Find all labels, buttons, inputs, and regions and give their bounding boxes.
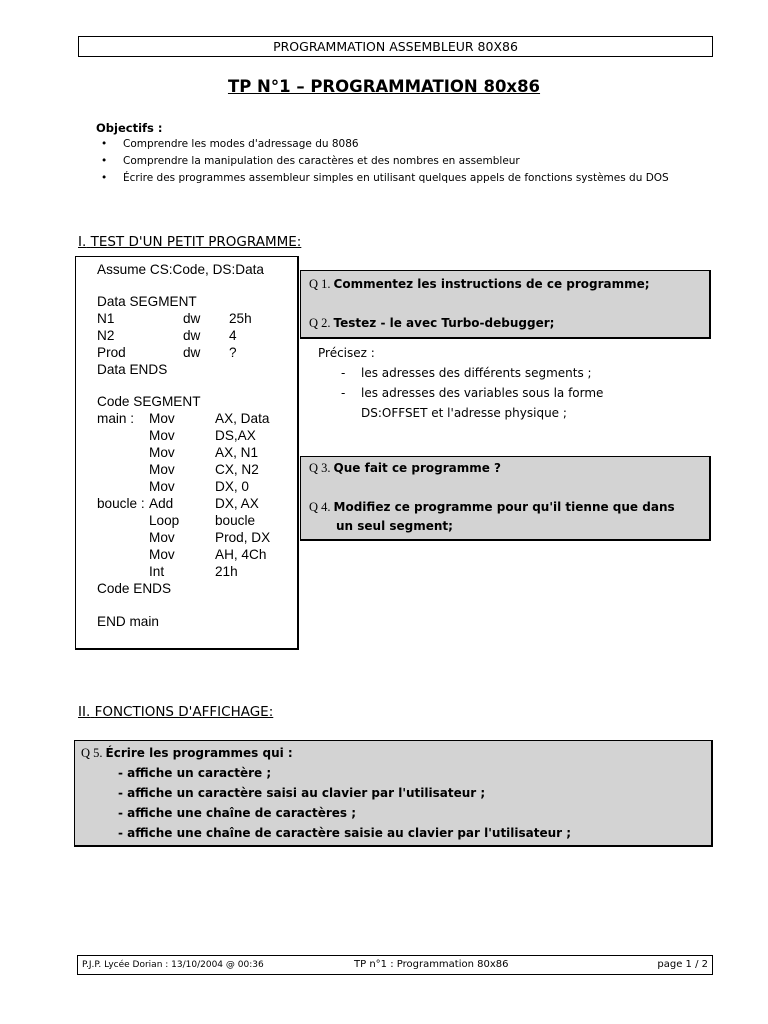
code-label: N2 xyxy=(97,328,115,343)
question-box-q3-q4 xyxy=(300,456,711,541)
dash-bullet: - xyxy=(341,386,346,400)
question-number: Q 2. xyxy=(309,316,331,330)
code-operand: AX, N1 xyxy=(215,445,259,460)
code-instruction: Mov xyxy=(149,462,175,477)
section-1-title: TEST D'UN PETIT PROGRAMME: xyxy=(90,234,302,250)
question-number: Q 3. xyxy=(309,461,331,475)
question-text: Que fait ce programme ? xyxy=(333,461,502,475)
dash-bullet: - xyxy=(341,366,346,380)
code-operand: 21h xyxy=(215,564,238,579)
code-label: Data SEGMENT xyxy=(97,294,197,309)
code-listing xyxy=(75,256,299,650)
code-instruction: Mov xyxy=(149,530,175,545)
footer-title: TP n°1 : Programmation 80x86 xyxy=(354,959,509,970)
code-label: boucle : xyxy=(97,496,145,511)
code-operand: AX, Data xyxy=(215,411,270,426)
code-label: Code SEGMENT xyxy=(97,394,201,409)
footer-author-date: P.J.P. Lycée Dorian : 13/10/2004 @ 00:36 xyxy=(82,960,264,970)
question-number: Q 1. xyxy=(309,277,331,291)
precisez-item: les adresses des variables sous la forme xyxy=(361,386,604,400)
question-text: Modifiez ce programme pour qu'il tienne que dans xyxy=(333,500,675,514)
code-instruction: Int xyxy=(149,564,165,579)
footer-page-number: page 1 / 2 xyxy=(657,959,708,970)
section-1-number: I. xyxy=(78,234,87,250)
question-q4 xyxy=(309,500,675,515)
q5-item: - affiche une chaîne de caractère saisie au clavier par l'utilisateur ; xyxy=(118,826,572,840)
code-operand: CX, N2 xyxy=(215,462,259,477)
precisez-label: Précisez : xyxy=(318,346,375,360)
q5-item: - affiche un caractère saisi au clavier par l'utilisateur ; xyxy=(118,786,486,800)
code-instruction: Mov xyxy=(149,428,175,443)
code-operand: ? xyxy=(229,345,237,360)
q5-item: - affiche un caractère ; xyxy=(118,766,272,780)
objectives-title: Objectifs : xyxy=(96,121,163,135)
q5-item: - affiche une chaîne de caractères ; xyxy=(118,806,357,820)
code-label: Assume CS:Code, DS:Data xyxy=(97,262,264,277)
question-text: Commentez les instructions de ce programme; xyxy=(333,277,650,291)
page-footer xyxy=(77,955,713,975)
code-instruction: Add xyxy=(149,496,174,511)
question-box-q1-q2 xyxy=(300,270,711,339)
document-title: TP N°1 – PROGRAMMATION 80x86 xyxy=(227,77,541,96)
code-instruction: Loop xyxy=(149,513,180,528)
objectives-list xyxy=(101,136,669,187)
code-label: Code ENDS xyxy=(97,581,172,596)
code-operand: AH, 4Ch xyxy=(215,547,267,562)
page-header xyxy=(78,36,713,57)
code-directive: dw xyxy=(183,345,201,360)
section-2-number: II. xyxy=(78,704,91,720)
question-q5 xyxy=(81,746,293,761)
code-label: Prod xyxy=(97,345,126,360)
section-1-heading xyxy=(78,234,301,250)
code-label: Data ENDS xyxy=(97,362,168,377)
code-operand: 25h xyxy=(229,311,252,326)
code-label: END main xyxy=(97,614,159,629)
header-title: PROGRAMMATION ASSEMBLEUR 80X86 xyxy=(273,39,518,54)
question-q4-continuation: un seul segment; xyxy=(336,519,453,533)
code-instruction: Mov xyxy=(149,547,175,562)
code-operand: DX, 0 xyxy=(215,479,249,494)
section-2-heading xyxy=(78,704,273,720)
question-q2 xyxy=(309,316,554,331)
question-number: Q 5. xyxy=(81,746,103,760)
precisez-item: les adresses des différents segments ; xyxy=(361,366,592,380)
code-directive: dw xyxy=(183,328,201,343)
code-operand: boucle xyxy=(215,513,256,528)
objective-item: • Écrire des programmes assembleur simples en utilisant quelques appels de fonctions systèmes du DOS xyxy=(101,170,669,187)
code-operand: Prod, DX xyxy=(215,530,271,545)
code-directive: dw xyxy=(183,311,201,326)
code-instruction: Mov xyxy=(149,445,175,460)
question-q1 xyxy=(309,277,650,292)
objective-item: • Comprendre la manipulation des caractères et des nombres en assembleur xyxy=(101,153,669,170)
code-operand: DS,AX xyxy=(215,428,256,443)
code-label: main : xyxy=(97,411,135,426)
code-instruction: Mov xyxy=(149,479,175,494)
question-text: Écrire les programmes qui : xyxy=(105,746,293,760)
question-number: Q 4. xyxy=(309,500,331,514)
code-instruction: Mov xyxy=(149,411,175,426)
code-operand: DX, AX xyxy=(215,496,259,511)
question-q3 xyxy=(309,461,501,476)
code-operand: 4 xyxy=(229,328,237,343)
section-2-title: FONCTIONS D'AFFICHAGE: xyxy=(94,704,274,720)
precisez-item: DS:OFFSET et l'adresse physique ; xyxy=(361,406,567,420)
code-label: N1 xyxy=(97,311,115,326)
question-box-q5 xyxy=(74,740,713,847)
objective-item: • Comprendre les modes d'adressage du 8086 xyxy=(101,136,669,153)
question-text: Testez - le avec Turbo-debugger; xyxy=(333,316,555,330)
